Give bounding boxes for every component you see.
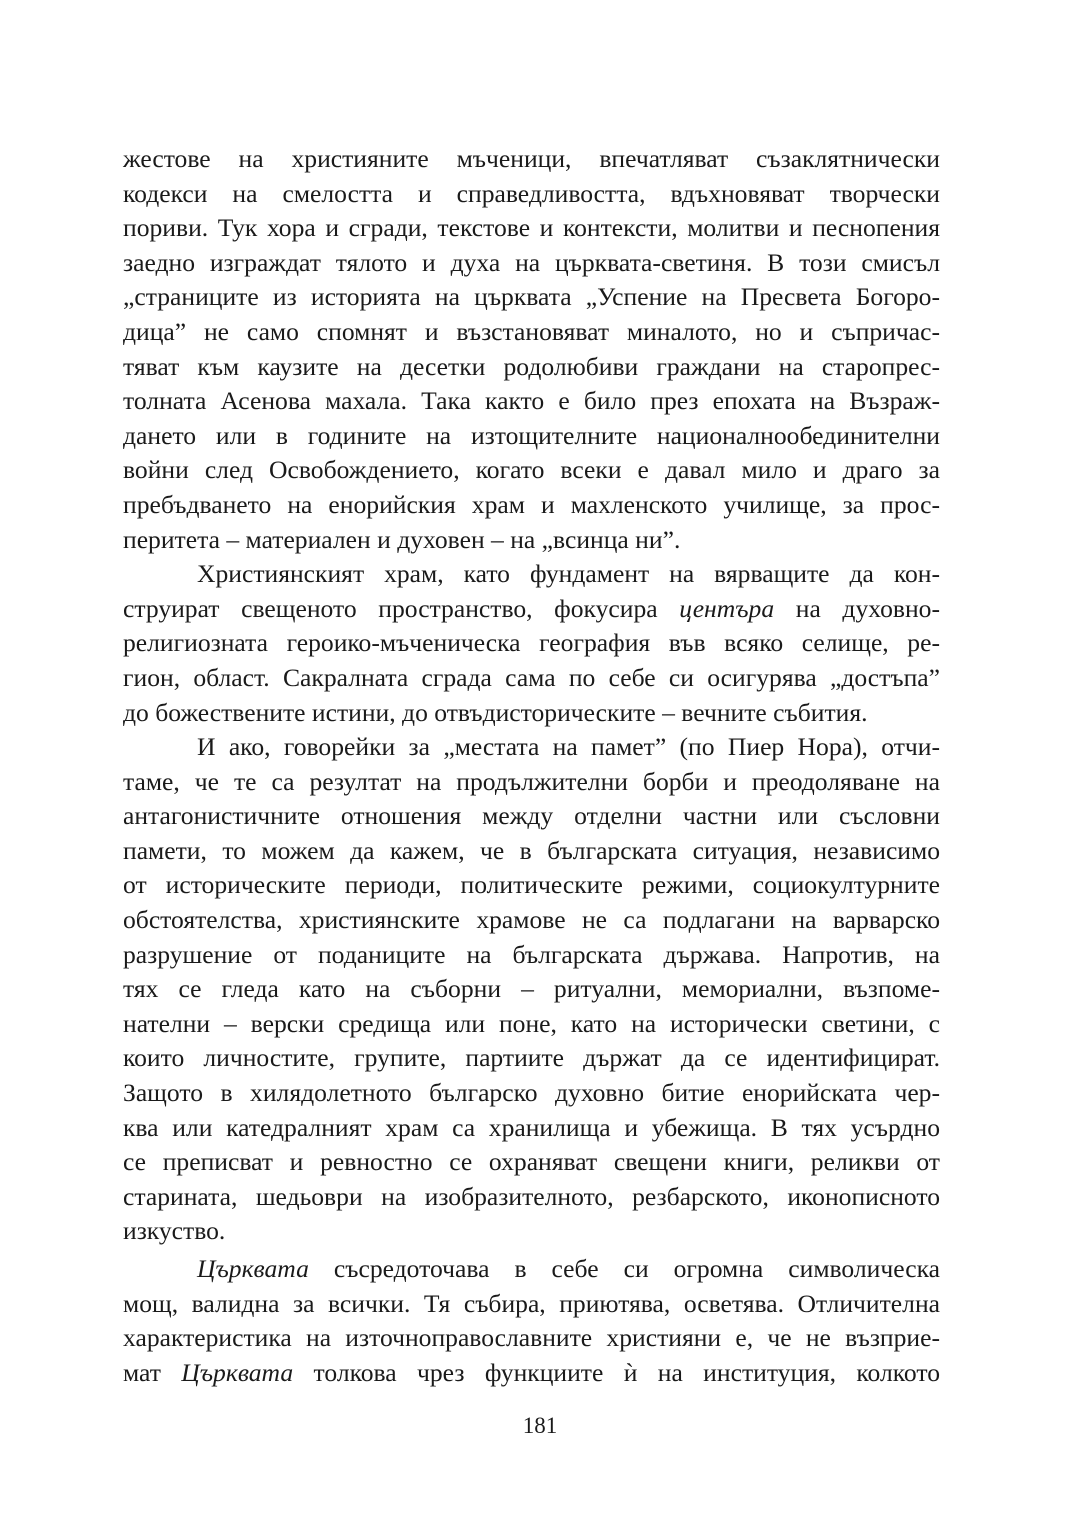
text-line: антагонистичните отношения между отделни частни или съсловни xyxy=(123,801,940,831)
text-line: жестове на християните мъченици, впечатляват съзаклятнически xyxy=(123,144,940,173)
text-line: мощ, валидна за всички. Тя събира, приютява, осветява. Отличителна xyxy=(123,1288,940,1318)
text-segment: на духовно- xyxy=(795,593,940,623)
text-line: дането или в годините на изтощителните националнообединителни xyxy=(123,420,940,450)
italic-term: Църквата xyxy=(181,1357,294,1387)
text-line: обстоятелства, християнските храмове не са подлагани на варварско xyxy=(123,905,940,935)
text-line xyxy=(123,1252,940,1287)
text-line xyxy=(123,592,940,627)
text-line: старината, шедьоври на изобразителното, резбарското, иконописното xyxy=(123,1181,940,1211)
text-line: заедно изграждат тялото и духа на църквата-светиня. В този смисъл xyxy=(123,247,940,277)
text-line: от историческите периоди, политическите режими, социокултурните xyxy=(123,870,940,900)
text-line: пребъдването на енорийския храм и махленското училище, за прос- xyxy=(123,489,940,519)
text-line: пориви. Тук хора и сгради, текстове и контексти, молитви и песнопения xyxy=(123,213,940,243)
text-line: гион, област. Сакралната сграда сама по себе си осигурява „достъпа” xyxy=(123,662,940,692)
text-line: Християнският храм, като фундамент на вярващите да кон- xyxy=(197,559,940,589)
text-line: кодекси на смелостта и справедливостта, вдъхновяват творчески xyxy=(123,178,940,208)
text-segment: мат xyxy=(123,1357,161,1387)
text-line: ква или катедралният храм са хранилища и убежища. В тях усърдно xyxy=(123,1112,940,1142)
text-line: тяват към каузите на десетки родолюбиви граждани на старопрес- xyxy=(123,351,940,381)
text-line: дица” не само спомнят и възстановяват миналото, но и съпричас- xyxy=(123,316,940,346)
text-line: „страниците из историята на църквата „Успение на Пресвета Богоро- xyxy=(123,282,940,312)
text-line: Защото в хилядолетното българско духовно битие енорийската чер- xyxy=(123,1078,940,1108)
text-line: перитета – материален и духовен – на „всинца ни”. xyxy=(123,524,681,554)
text-line: религиозната героико-мъченическа география във всяко селище, ре- xyxy=(123,628,940,658)
text-line: толната Асенова махала. Така както е било през епохата на Възраж- xyxy=(123,386,940,416)
italic-term: Църквата xyxy=(197,1254,309,1283)
text-line: разрушение от поданиците на българската държава. Напротив, на xyxy=(123,939,940,969)
page-number: 181 xyxy=(522,1413,558,1438)
text-line: таме, че те са резултат на продължителни борби и преодоляване на xyxy=(123,766,940,796)
text-line: до божествените истини, до отвъдисторическите – вечните събития. xyxy=(123,697,868,727)
text-line: нателни – верски средища или поне, като на исторически светини, с xyxy=(123,1008,940,1038)
text-line xyxy=(123,1356,940,1391)
text-line: И ако, говорейки за „местата на памет” (по Пиер Нора), отчи- xyxy=(197,732,940,762)
text-segment: струират свещеното пространство, фокусира xyxy=(123,593,658,623)
text-line: се преписват и ревностно се охраняват свещени книги, реликви от xyxy=(123,1147,940,1177)
text-segment: съсредоточава в себе си огромна символическа xyxy=(333,1254,940,1283)
page-body xyxy=(123,142,940,1390)
text-line: изкуство. xyxy=(123,1216,226,1246)
text-line: тях се гледа като на съборни – ритуални, мемориални, възпоме- xyxy=(123,974,940,1004)
text-segment: толкова чрез функциите ѝ на институция, колкото xyxy=(313,1357,940,1387)
text-line: памети, то можем да кажем, че в българската ситуация, независимо xyxy=(123,835,940,865)
italic-term: центъра xyxy=(679,593,775,623)
text-line: които личностите, групите, партиите държат да се идентифицират. xyxy=(123,1043,940,1073)
text-line: войни след Освобождението, когато всеки е давал мило и драго за xyxy=(123,455,940,485)
text-line: характеристика на източноправославните християни е, че не възприе- xyxy=(123,1323,940,1353)
